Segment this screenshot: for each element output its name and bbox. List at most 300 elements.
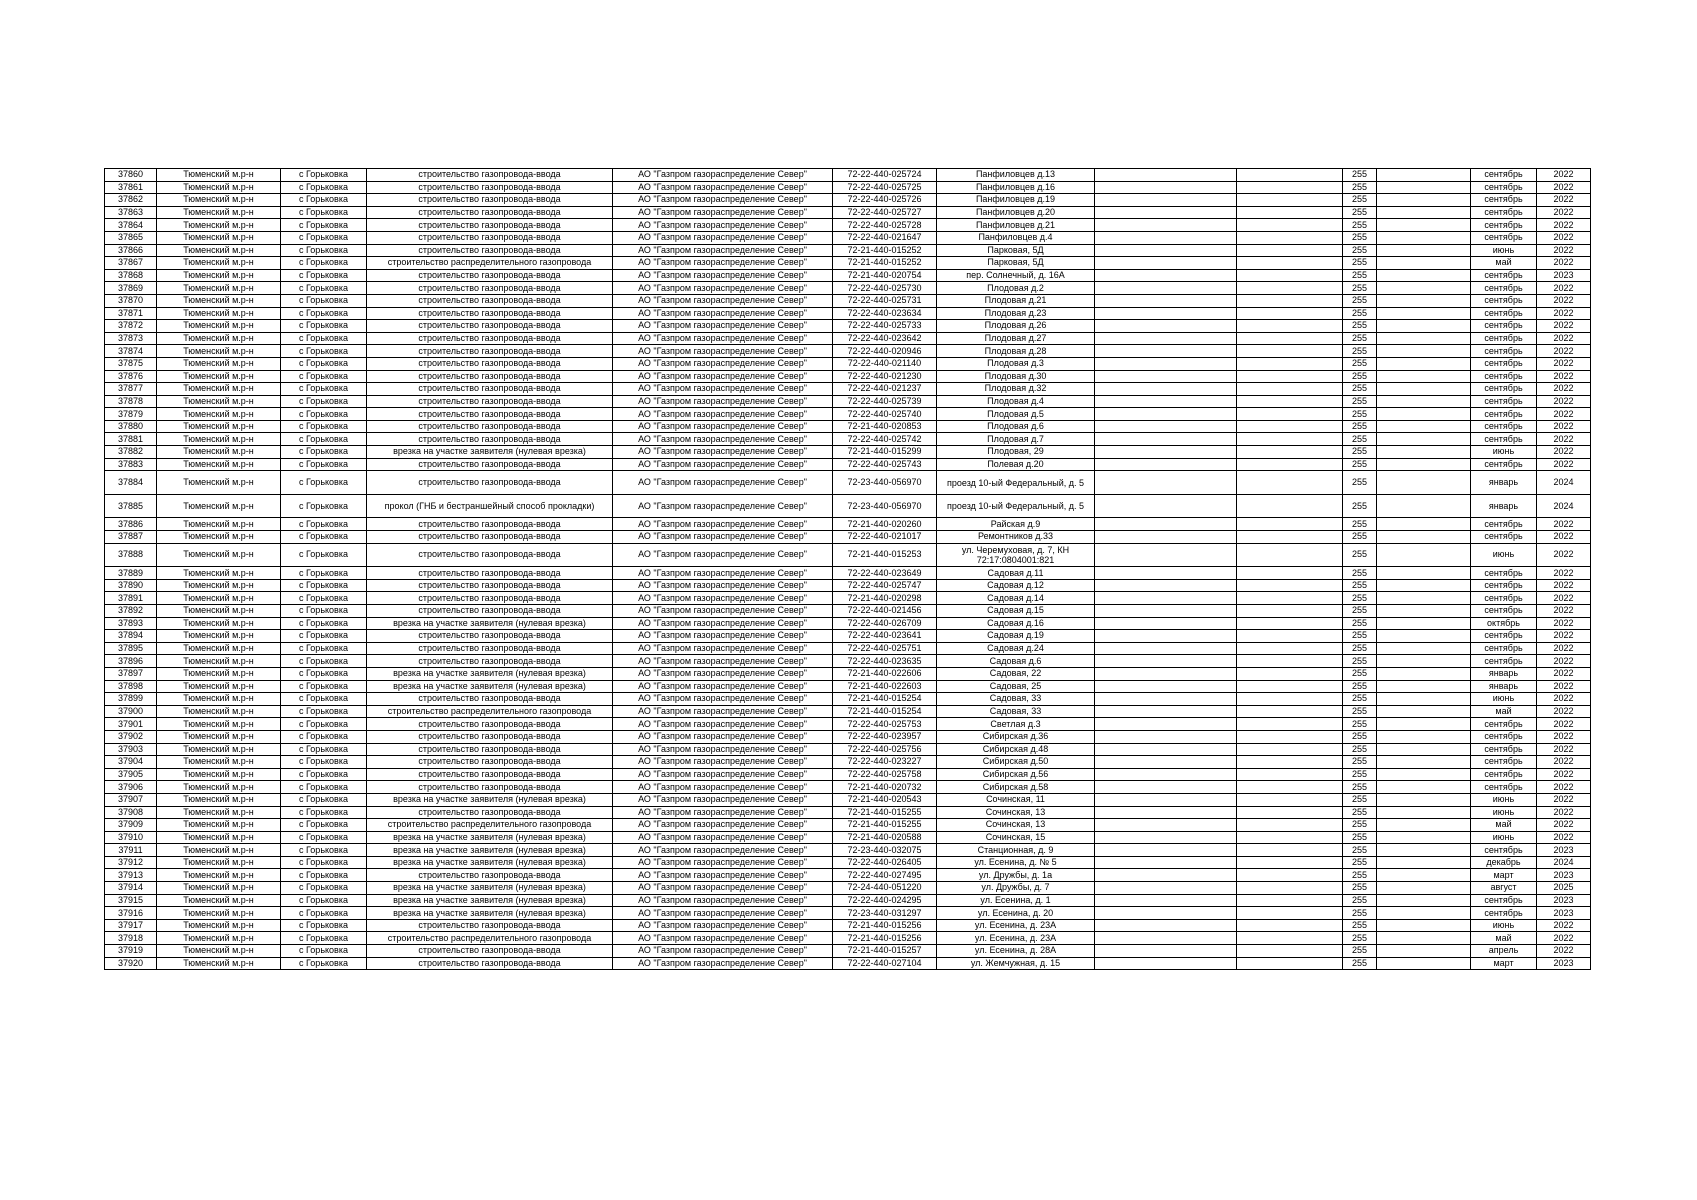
value-cell: 255 bbox=[1343, 957, 1377, 970]
address-cell: Панфиловцев д.19 bbox=[937, 194, 1095, 207]
year-cell: 2023 bbox=[1537, 269, 1591, 282]
district-cell: Тюменский м.р-н bbox=[157, 844, 281, 857]
locality-cell: с Горьковка bbox=[281, 730, 367, 743]
empty-cell bbox=[1095, 194, 1237, 207]
empty-cell bbox=[1095, 332, 1237, 345]
empty-cell bbox=[1237, 907, 1343, 920]
table-row bbox=[105, 932, 1591, 945]
empty-cell bbox=[1095, 869, 1237, 882]
empty-cell bbox=[1377, 219, 1471, 232]
locality-cell: с Горьковка bbox=[281, 793, 367, 806]
empty-cell bbox=[1237, 945, 1343, 958]
month-cell: сентябрь bbox=[1471, 294, 1537, 307]
row-number-cell: 37890 bbox=[105, 579, 157, 592]
month-cell: сентябрь bbox=[1471, 567, 1537, 580]
district-cell: Тюменский м.р-н bbox=[157, 395, 281, 408]
address-cell: Садовая д.6 bbox=[937, 655, 1095, 668]
month-cell: сентябрь bbox=[1471, 408, 1537, 421]
row-number-cell: 37862 bbox=[105, 194, 157, 207]
address-cell: Плодовая д.4 bbox=[937, 395, 1095, 408]
value-cell: 255 bbox=[1343, 231, 1377, 244]
locality-cell: с Горьковка bbox=[281, 932, 367, 945]
district-cell: Тюменский м.р-н bbox=[157, 320, 281, 333]
work-type-cell: строительство газопровода-ввода bbox=[367, 957, 613, 970]
year-cell: 2025 bbox=[1537, 882, 1591, 895]
year-cell: 2022 bbox=[1537, 579, 1591, 592]
work-type-cell: строительство газопровода-ввода bbox=[367, 693, 613, 706]
empty-cell bbox=[1237, 630, 1343, 643]
locality-cell: с Горьковка bbox=[281, 169, 367, 182]
table-row bbox=[105, 395, 1591, 408]
table-row bbox=[105, 433, 1591, 446]
table-row bbox=[105, 743, 1591, 756]
code-cell: 72-22-440-023649 bbox=[833, 567, 937, 580]
empty-cell bbox=[1377, 257, 1471, 270]
code-cell: 72-22-440-025725 bbox=[833, 181, 937, 194]
value-cell: 255 bbox=[1343, 592, 1377, 605]
year-cell: 2022 bbox=[1537, 244, 1591, 257]
month-cell: сентябрь bbox=[1471, 395, 1537, 408]
year-cell: 2022 bbox=[1537, 592, 1591, 605]
address-cell: Садовая д.14 bbox=[937, 592, 1095, 605]
month-cell: июнь bbox=[1471, 793, 1537, 806]
empty-cell bbox=[1237, 446, 1343, 459]
table-row bbox=[105, 294, 1591, 307]
locality-cell: с Горьковка bbox=[281, 294, 367, 307]
value-cell: 255 bbox=[1343, 945, 1377, 958]
organization-cell: АО "Газпром газораспределение Север" bbox=[613, 705, 833, 718]
empty-cell bbox=[1377, 768, 1471, 781]
district-cell: Тюменский м.р-н bbox=[157, 894, 281, 907]
table-row bbox=[105, 531, 1591, 544]
year-cell: 2022 bbox=[1537, 446, 1591, 459]
organization-cell: АО "Газпром газораспределение Север" bbox=[613, 345, 833, 358]
address-cell: Садовая д.16 bbox=[937, 617, 1095, 630]
table-row bbox=[105, 194, 1591, 207]
code-cell: 72-24-440-051220 bbox=[833, 882, 937, 895]
organization-cell: АО "Газпром газораспределение Север" bbox=[613, 768, 833, 781]
code-cell: 72-22-440-023635 bbox=[833, 655, 937, 668]
row-number-cell: 37860 bbox=[105, 169, 157, 182]
row-number-cell: 37863 bbox=[105, 206, 157, 219]
locality-cell: с Горьковка bbox=[281, 433, 367, 446]
row-number-cell: 37912 bbox=[105, 856, 157, 869]
address-cell: Панфиловцев д.20 bbox=[937, 206, 1095, 219]
month-cell: сентябрь bbox=[1471, 756, 1537, 769]
district-cell: Тюменский м.р-н bbox=[157, 932, 281, 945]
empty-cell bbox=[1237, 743, 1343, 756]
district-cell: Тюменский м.р-н bbox=[157, 357, 281, 370]
work-type-cell: врезка на участке заявителя (нулевая врезка) bbox=[367, 446, 613, 459]
row-number-cell: 37906 bbox=[105, 781, 157, 794]
empty-cell bbox=[1237, 819, 1343, 832]
code-cell: 72-23-440-031297 bbox=[833, 907, 937, 920]
organization-cell: АО "Газпром газораспределение Север" bbox=[613, 219, 833, 232]
empty-cell bbox=[1095, 856, 1237, 869]
year-cell: 2022 bbox=[1537, 345, 1591, 358]
empty-cell bbox=[1095, 592, 1237, 605]
locality-cell: с Горьковка bbox=[281, 518, 367, 531]
table-row bbox=[105, 919, 1591, 932]
code-cell: 72-22-440-025756 bbox=[833, 743, 937, 756]
address-cell: Сибирская д.36 bbox=[937, 730, 1095, 743]
locality-cell: с Горьковка bbox=[281, 907, 367, 920]
table-row bbox=[105, 869, 1591, 882]
district-cell: Тюменский м.р-н bbox=[157, 705, 281, 718]
empty-cell bbox=[1095, 357, 1237, 370]
code-cell: 72-22-440-020946 bbox=[833, 345, 937, 358]
value-cell: 255 bbox=[1343, 756, 1377, 769]
organization-cell: АО "Газпром газораспределение Север" bbox=[613, 693, 833, 706]
address-cell: Парковая, 5Д bbox=[937, 257, 1095, 270]
table-row bbox=[105, 642, 1591, 655]
month-cell: сентябрь bbox=[1471, 781, 1537, 794]
address-cell: Плодовая д.2 bbox=[937, 282, 1095, 295]
district-cell: Тюменский м.р-н bbox=[157, 743, 281, 756]
table-row bbox=[105, 579, 1591, 592]
year-cell: 2022 bbox=[1537, 617, 1591, 630]
code-cell: 72-22-440-023634 bbox=[833, 307, 937, 320]
work-type-cell: строительство газопровода-ввода bbox=[367, 320, 613, 333]
district-cell: Тюменский м.р-н bbox=[157, 869, 281, 882]
row-number-cell: 37899 bbox=[105, 693, 157, 706]
month-cell: март bbox=[1471, 957, 1537, 970]
organization-cell: АО "Газпром газораспределение Север" bbox=[613, 793, 833, 806]
empty-cell bbox=[1237, 518, 1343, 531]
value-cell: 255 bbox=[1343, 919, 1377, 932]
empty-cell bbox=[1377, 730, 1471, 743]
work-type-cell: строительство газопровода-ввода bbox=[367, 169, 613, 182]
empty-cell bbox=[1377, 945, 1471, 958]
work-type-cell: строительство газопровода-ввода bbox=[367, 518, 613, 531]
work-type-cell: строительство газопровода-ввода bbox=[367, 307, 613, 320]
code-cell: 72-21-440-015257 bbox=[833, 945, 937, 958]
row-number-cell: 37868 bbox=[105, 269, 157, 282]
month-cell: май bbox=[1471, 819, 1537, 832]
empty-cell bbox=[1377, 420, 1471, 433]
year-cell: 2022 bbox=[1537, 320, 1591, 333]
organization-cell: АО "Газпром газораспределение Север" bbox=[613, 294, 833, 307]
empty-cell bbox=[1377, 693, 1471, 706]
code-cell: 72-22-440-027104 bbox=[833, 957, 937, 970]
district-cell: Тюменский м.р-н bbox=[157, 531, 281, 544]
empty-cell bbox=[1377, 169, 1471, 182]
empty-cell bbox=[1237, 655, 1343, 668]
work-type-cell: строительство газопровода-ввода bbox=[367, 395, 613, 408]
row-number-cell: 37909 bbox=[105, 819, 157, 832]
organization-cell: АО "Газпром газораспределение Север" bbox=[613, 630, 833, 643]
year-cell: 2022 bbox=[1537, 781, 1591, 794]
empty-cell bbox=[1237, 856, 1343, 869]
empty-cell bbox=[1377, 831, 1471, 844]
empty-cell bbox=[1237, 932, 1343, 945]
empty-cell bbox=[1237, 370, 1343, 383]
address-cell: Садовая д.12 bbox=[937, 579, 1095, 592]
row-number-cell: 37907 bbox=[105, 793, 157, 806]
row-number-cell: 37867 bbox=[105, 257, 157, 270]
empty-cell bbox=[1377, 957, 1471, 970]
empty-cell bbox=[1237, 793, 1343, 806]
work-type-cell: врезка на участке заявителя (нулевая врезка) bbox=[367, 793, 613, 806]
value-cell: 255 bbox=[1343, 894, 1377, 907]
year-cell: 2022 bbox=[1537, 543, 1591, 567]
district-cell: Тюменский м.р-н bbox=[157, 194, 281, 207]
empty-cell bbox=[1377, 718, 1471, 731]
row-number-cell: 37861 bbox=[105, 181, 157, 194]
row-number-cell: 37864 bbox=[105, 219, 157, 232]
row-number-cell: 37898 bbox=[105, 680, 157, 693]
work-type-cell: строительство газопровода-ввода bbox=[367, 605, 613, 618]
work-type-cell: врезка на участке заявителя (нулевая врезка) bbox=[367, 831, 613, 844]
code-cell: 72-21-440-015253 bbox=[833, 543, 937, 567]
address-cell: Плодовая д.3 bbox=[937, 357, 1095, 370]
code-cell: 72-22-440-021140 bbox=[833, 357, 937, 370]
code-cell: 72-22-440-021456 bbox=[833, 605, 937, 618]
organization-cell: АО "Газпром газораспределение Север" bbox=[613, 894, 833, 907]
empty-cell bbox=[1095, 395, 1237, 408]
row-number-cell: 37888 bbox=[105, 543, 157, 567]
empty-cell bbox=[1237, 294, 1343, 307]
empty-cell bbox=[1377, 471, 1471, 495]
address-cell: Сибирская д.50 bbox=[937, 756, 1095, 769]
organization-cell: АО "Газпром газораспределение Север" bbox=[613, 756, 833, 769]
address-cell: Ремонтников д.33 bbox=[937, 531, 1095, 544]
month-cell: сентябрь bbox=[1471, 743, 1537, 756]
work-type-cell: строительство газопровода-ввода bbox=[367, 244, 613, 257]
empty-cell bbox=[1095, 743, 1237, 756]
organization-cell: АО "Газпром газораспределение Север" bbox=[613, 395, 833, 408]
address-cell: Панфиловцев д.4 bbox=[937, 231, 1095, 244]
empty-cell bbox=[1377, 756, 1471, 769]
month-cell: июнь bbox=[1471, 806, 1537, 819]
work-type-cell: строительство газопровода-ввода bbox=[367, 294, 613, 307]
month-cell: апрель bbox=[1471, 945, 1537, 958]
district-cell: Тюменский м.р-н bbox=[157, 543, 281, 567]
organization-cell: АО "Газпром газораспределение Север" bbox=[613, 370, 833, 383]
empty-cell bbox=[1095, 433, 1237, 446]
district-cell: Тюменский м.р-н bbox=[157, 408, 281, 421]
month-cell: январь bbox=[1471, 680, 1537, 693]
locality-cell: с Горьковка bbox=[281, 531, 367, 544]
month-cell: декабрь bbox=[1471, 856, 1537, 869]
month-cell: сентябрь bbox=[1471, 844, 1537, 857]
locality-cell: с Горьковка bbox=[281, 768, 367, 781]
organization-cell: АО "Газпром газораспределение Север" bbox=[613, 856, 833, 869]
address-cell: ул. Дружбы, д. 1а bbox=[937, 869, 1095, 882]
locality-cell: с Горьковка bbox=[281, 579, 367, 592]
work-type-cell: врезка на участке заявителя (нулевая врезка) bbox=[367, 680, 613, 693]
empty-cell bbox=[1237, 693, 1343, 706]
month-cell: август bbox=[1471, 882, 1537, 895]
row-number-cell: 37915 bbox=[105, 894, 157, 907]
month-cell: сентябрь bbox=[1471, 307, 1537, 320]
row-number-cell: 37917 bbox=[105, 919, 157, 932]
organization-cell: АО "Газпром газораспределение Север" bbox=[613, 531, 833, 544]
district-cell: Тюменский м.р-н bbox=[157, 680, 281, 693]
row-number-cell: 37875 bbox=[105, 357, 157, 370]
empty-cell bbox=[1237, 831, 1343, 844]
year-cell: 2022 bbox=[1537, 768, 1591, 781]
row-number-cell: 37870 bbox=[105, 294, 157, 307]
organization-cell: АО "Газпром газораспределение Север" bbox=[613, 307, 833, 320]
district-cell: Тюменский м.р-н bbox=[157, 420, 281, 433]
empty-cell bbox=[1095, 567, 1237, 580]
empty-cell bbox=[1095, 579, 1237, 592]
district-cell: Тюменский м.р-н bbox=[157, 806, 281, 819]
value-cell: 255 bbox=[1343, 882, 1377, 895]
address-cell: Плодовая д.32 bbox=[937, 383, 1095, 396]
district-cell: Тюменский м.р-н bbox=[157, 332, 281, 345]
work-type-cell: врезка на участке заявителя (нулевая врезка) bbox=[367, 894, 613, 907]
table-row bbox=[105, 420, 1591, 433]
code-cell: 72-22-440-025724 bbox=[833, 169, 937, 182]
locality-cell: с Горьковка bbox=[281, 244, 367, 257]
address-cell: Плодовая д.7 bbox=[937, 433, 1095, 446]
address-cell: Плодовая д.6 bbox=[937, 420, 1095, 433]
value-cell: 255 bbox=[1343, 617, 1377, 630]
locality-cell: с Горьковка bbox=[281, 605, 367, 618]
organization-cell: АО "Газпром газораспределение Север" bbox=[613, 194, 833, 207]
empty-cell bbox=[1237, 257, 1343, 270]
code-cell: 72-22-440-023641 bbox=[833, 630, 937, 643]
empty-cell bbox=[1237, 705, 1343, 718]
district-cell: Тюменский м.р-н bbox=[157, 567, 281, 580]
locality-cell: с Горьковка bbox=[281, 945, 367, 958]
address-cell: Сочинская, 13 bbox=[937, 806, 1095, 819]
year-cell: 2022 bbox=[1537, 567, 1591, 580]
empty-cell bbox=[1377, 680, 1471, 693]
value-cell: 255 bbox=[1343, 768, 1377, 781]
organization-cell: АО "Газпром газораспределение Север" bbox=[613, 332, 833, 345]
code-cell: 72-22-440-025758 bbox=[833, 768, 937, 781]
value-cell: 255 bbox=[1343, 395, 1377, 408]
value-cell: 255 bbox=[1343, 667, 1377, 680]
empty-cell bbox=[1377, 446, 1471, 459]
empty-cell bbox=[1095, 919, 1237, 932]
value-cell: 255 bbox=[1343, 370, 1377, 383]
month-cell: январь bbox=[1471, 667, 1537, 680]
table-row bbox=[105, 494, 1591, 518]
organization-cell: АО "Газпром газораспределение Север" bbox=[613, 282, 833, 295]
year-cell: 2022 bbox=[1537, 395, 1591, 408]
row-number-cell: 37903 bbox=[105, 743, 157, 756]
month-cell: сентябрь bbox=[1471, 579, 1537, 592]
organization-cell: АО "Газпром газораспределение Север" bbox=[613, 957, 833, 970]
value-cell: 255 bbox=[1343, 307, 1377, 320]
work-type-cell: строительство газопровода-ввода bbox=[367, 919, 613, 932]
code-cell: 72-22-440-025753 bbox=[833, 718, 937, 731]
year-cell: 2022 bbox=[1537, 420, 1591, 433]
code-cell: 72-22-440-026405 bbox=[833, 856, 937, 869]
row-number-cell: 37889 bbox=[105, 567, 157, 580]
empty-cell bbox=[1237, 181, 1343, 194]
empty-cell bbox=[1095, 705, 1237, 718]
year-cell: 2022 bbox=[1537, 282, 1591, 295]
empty-cell bbox=[1095, 307, 1237, 320]
table-row bbox=[105, 219, 1591, 232]
work-type-cell: строительство газопровода-ввода bbox=[367, 458, 613, 471]
locality-cell: с Горьковка bbox=[281, 856, 367, 869]
empty-cell bbox=[1237, 567, 1343, 580]
row-number-cell: 37894 bbox=[105, 630, 157, 643]
row-number-cell: 37914 bbox=[105, 882, 157, 895]
table-row bbox=[105, 844, 1591, 857]
row-number-cell: 37865 bbox=[105, 231, 157, 244]
work-type-cell: прокол (ГНБ и бестраншейный способ прокладки) bbox=[367, 494, 613, 518]
work-type-cell: строительство газопровода-ввода bbox=[367, 806, 613, 819]
address-cell: Садовая, 33 bbox=[937, 705, 1095, 718]
year-cell: 2022 bbox=[1537, 705, 1591, 718]
empty-cell bbox=[1377, 181, 1471, 194]
value-cell: 255 bbox=[1343, 257, 1377, 270]
month-cell: июнь bbox=[1471, 919, 1537, 932]
organization-cell: АО "Газпром газораспределение Север" bbox=[613, 471, 833, 495]
empty-cell bbox=[1377, 743, 1471, 756]
work-type-cell: врезка на участке заявителя (нулевая врезка) bbox=[367, 617, 613, 630]
month-cell: октябрь bbox=[1471, 617, 1537, 630]
empty-cell bbox=[1237, 531, 1343, 544]
locality-cell: с Горьковка bbox=[281, 420, 367, 433]
row-number-cell: 37871 bbox=[105, 307, 157, 320]
organization-cell: АО "Газпром газораспределение Север" bbox=[613, 383, 833, 396]
row-number-cell: 37878 bbox=[105, 395, 157, 408]
empty-cell bbox=[1237, 680, 1343, 693]
row-number-cell: 37900 bbox=[105, 705, 157, 718]
table-row bbox=[105, 831, 1591, 844]
locality-cell: с Горьковка bbox=[281, 756, 367, 769]
district-cell: Тюменский м.р-н bbox=[157, 945, 281, 958]
address-cell: проезд 10-ый Федеральный, д. 5 bbox=[937, 471, 1095, 495]
district-cell: Тюменский м.р-н bbox=[157, 667, 281, 680]
empty-cell bbox=[1237, 919, 1343, 932]
locality-cell: с Горьковка bbox=[281, 642, 367, 655]
district-cell: Тюменский м.р-н bbox=[157, 244, 281, 257]
locality-cell: с Горьковка bbox=[281, 471, 367, 495]
table-row bbox=[105, 543, 1591, 567]
year-cell: 2023 bbox=[1537, 869, 1591, 882]
locality-cell: с Горьковка bbox=[281, 257, 367, 270]
table-row bbox=[105, 446, 1591, 459]
table-row bbox=[105, 370, 1591, 383]
value-cell: 255 bbox=[1343, 844, 1377, 857]
empty-cell bbox=[1377, 579, 1471, 592]
table-row bbox=[105, 945, 1591, 958]
empty-cell bbox=[1237, 781, 1343, 794]
locality-cell: с Горьковка bbox=[281, 718, 367, 731]
code-cell: 72-21-440-015254 bbox=[833, 693, 937, 706]
empty-cell bbox=[1095, 894, 1237, 907]
value-cell: 255 bbox=[1343, 781, 1377, 794]
value-cell: 255 bbox=[1343, 705, 1377, 718]
address-cell: ул. Есенина, д. 28А bbox=[937, 945, 1095, 958]
organization-cell: АО "Газпром газораспределение Север" bbox=[613, 579, 833, 592]
address-cell: ул. Есенина, д. 1 bbox=[937, 894, 1095, 907]
row-number-cell: 37904 bbox=[105, 756, 157, 769]
address-cell: Станционная, д. 9 bbox=[937, 844, 1095, 857]
work-type-cell: строительство газопровода-ввода bbox=[367, 420, 613, 433]
empty-cell bbox=[1377, 617, 1471, 630]
table-row bbox=[105, 307, 1591, 320]
district-cell: Тюменский м.р-н bbox=[157, 655, 281, 668]
year-cell: 2022 bbox=[1537, 667, 1591, 680]
empty-cell bbox=[1237, 357, 1343, 370]
locality-cell: с Горьковка bbox=[281, 957, 367, 970]
month-cell: сентябрь bbox=[1471, 907, 1537, 920]
empty-cell bbox=[1095, 781, 1237, 794]
empty-cell bbox=[1377, 244, 1471, 257]
table-row bbox=[105, 345, 1591, 358]
locality-cell: с Горьковка bbox=[281, 693, 367, 706]
